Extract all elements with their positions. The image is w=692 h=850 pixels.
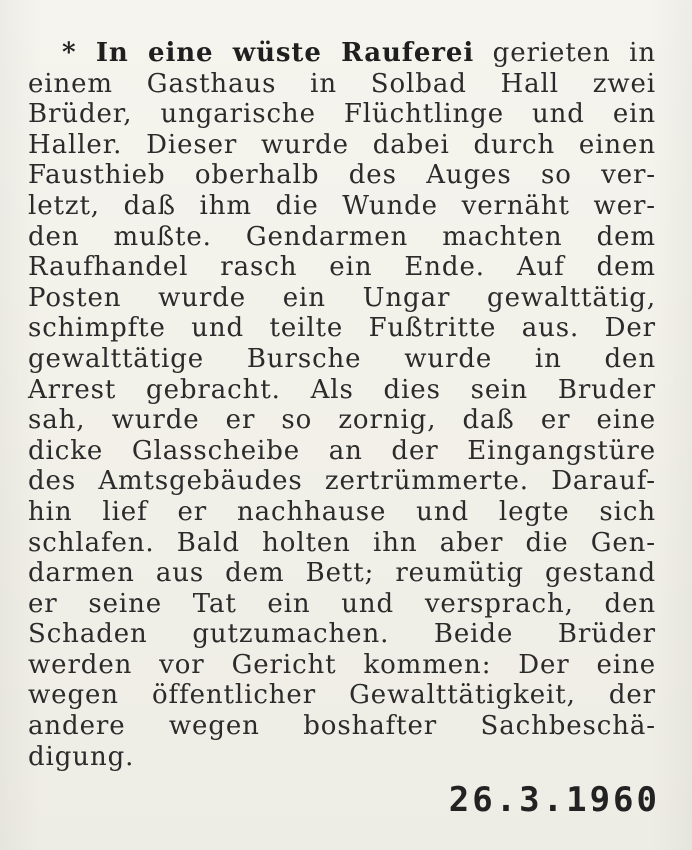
article-line: Raufhandel rasch ein Ende. Auf dem [28,252,656,283]
date-stamp: 26.3.1960 [448,780,660,820]
article-line: hin lief er nachhause und legte sich [28,496,656,527]
article-line: Haller. Dieser wurde dabei durch einen [28,129,656,160]
article-line-1 [28,38,656,69]
article-line: er seine Tat ein und versprach, den [28,588,656,619]
article-line: digung. [28,741,135,772]
article-line: einem Gasthaus in Solbad Hall zwei [28,68,656,99]
article-marker: * [62,38,77,68]
article-line: dicke Glasscheibe an der Eingangstüre [28,435,656,466]
article-line: schlafen. Bald holten ihn aber die Gen- [28,527,656,558]
article-line: Schaden gutzumachen. Beide Brüder [28,619,656,650]
article-line: Fausthieb oberhalb des Auges so ver- [28,160,656,191]
article-line: wegen öffentlicher Gewalttätigkeit, der [28,680,656,711]
article-line: gewalttätige Bursche wurde in den [28,343,656,374]
article-line: letzt, daß ihm die Wunde vernäht wer- [28,190,656,221]
article-line: schimpfte und teilte Fußtritte aus. Der [28,313,656,344]
article-line: den mußte. Gendarmen machten dem [28,221,656,252]
article-line: Posten wurde ein Ungar gewalttätig, [28,282,656,313]
article-line: sah, wurde er so zornig, daß er eine [28,405,656,436]
article-line: andere wegen boshafter Sachbeschä- [28,711,656,742]
article-lead [62,38,474,68]
article-line-1-rest: gerieten in [492,38,656,68]
article-line: werden vor Gericht kommen: Der eine [28,649,656,680]
article-line: Arrest gebracht. Als dies sein Bruder [28,374,656,405]
article-line: des Amtsgebäudes zertrümmerte. Darauf- [28,466,656,497]
article-body [28,38,656,772]
article-line: darmen aus dem Bett; reumütig gestand [28,558,656,589]
article-line: Brüder, ungarische Flüchtlinge und ein [28,99,656,130]
article-headline: In eine wüste Rauferei [95,38,475,68]
